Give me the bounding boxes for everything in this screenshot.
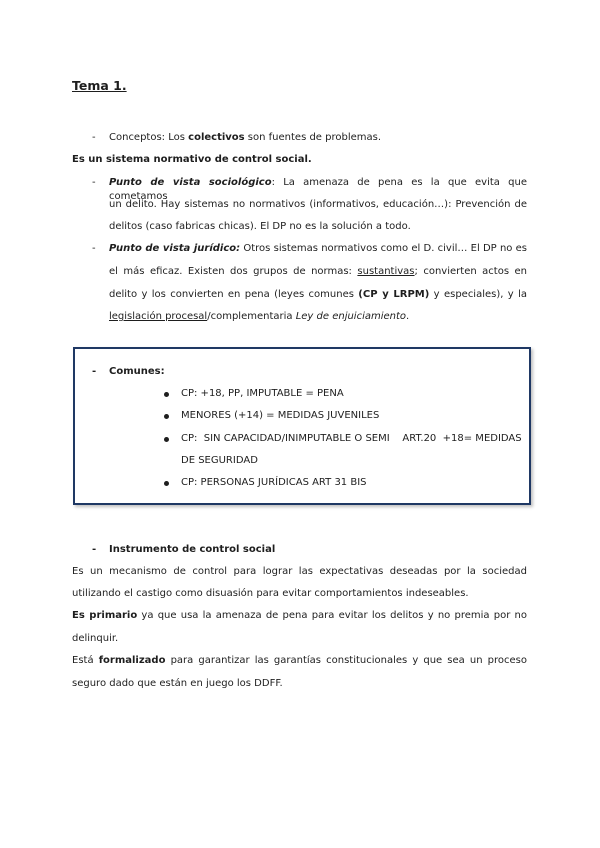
dash-bullet: - — [92, 366, 97, 377]
juridico-text: . — [406, 311, 410, 322]
juridico-text: Otros sistemas normativos como el D. civil… El DP no es — [240, 243, 527, 254]
juridico-bold: (CP y LRPM) — [358, 289, 430, 300]
juridico-text: delito y los convierten en pena (leyes comunes — [109, 289, 359, 300]
instrumento-text: Está — [72, 655, 99, 666]
underlined-term: legislación procesal — [109, 311, 208, 322]
instrumento-p3-line-2: seguro dado que están en juego los DDFF. — [72, 678, 283, 689]
instrumento-p1-line-1: Es un mecanismo de control para lograr las expectativas deseadas por la sociedad — [72, 566, 527, 577]
section-heading: Es un sistema normativo de control social. — [72, 154, 312, 165]
instrumento-p2-line-2: delinquir. — [72, 633, 119, 644]
underlined-term: sustantivas — [357, 266, 415, 277]
juridico-text: ; convierten actos en — [414, 266, 527, 277]
juridico-label: Punto de vista jurídico: — [109, 243, 241, 254]
instrumento-p3-line-1 — [72, 654, 527, 668]
concepts-bold: colectivos — [188, 132, 245, 143]
sociologico-line-3: delitos (caso fabricas chicas). El DP no es la solución a todo. — [109, 221, 411, 232]
juridico-italic: Ley de enjuiciamiento — [295, 311, 407, 322]
juridico-line-4 — [109, 310, 409, 324]
dash-bullet: - — [92, 544, 97, 555]
instrumento-text: para garantizar las garantías constitucionales y que sea un proceso — [165, 655, 527, 666]
instrumento-text: ya que usa la amenaza de pena para evitar los delitos y no premia por no — [137, 610, 527, 621]
comunes-item-continued: DE SEGURIDAD — [181, 455, 258, 466]
comunes-item: CP: +18, PP, IMPUTABLE = PENA — [181, 388, 344, 399]
juridico-line-3 — [109, 288, 527, 302]
formalizado-bold: formalizado — [98, 655, 166, 666]
juridico-line-2 — [109, 265, 527, 279]
bullet-dot — [164, 481, 169, 486]
bullet-dot — [164, 392, 169, 397]
dash-bullet: - — [92, 132, 96, 143]
concepts-text: Conceptos: Los — [109, 132, 189, 143]
instrumento-heading: Instrumento de control social — [109, 544, 276, 555]
dash-bullet: - — [92, 177, 96, 188]
sociologico-line-2: un delito. Hay sistemas no normativos (informativos, educación…): Prevención de — [109, 199, 527, 210]
juridico-line-1 — [109, 242, 527, 256]
instrumento-p1-line-2: utilizando el castigo como disuasión para evitar comportamientos indeseables. — [72, 588, 469, 599]
comunes-item: CP: SIN CAPACIDAD/INIMPUTABLE O SEMI ART.20 +18= MEDIDAS — [181, 433, 522, 444]
juridico-text: /complementaria — [207, 311, 296, 322]
comunes-heading: Comunes: — [109, 366, 165, 377]
comunes-item: CP: PERSONAS JURÍDICAS ART 31 BIS — [181, 477, 367, 488]
comunes-item: MENORES (+14) = MEDIDAS JUVENILES — [181, 410, 380, 421]
sociologico-text: : La amenaza de pena es la que evita que cometamos — [109, 177, 527, 202]
page-title: Tema 1. — [72, 78, 127, 93]
instrumento-p2-line-1 — [72, 609, 527, 623]
dash-bullet: - — [92, 243, 96, 254]
bullet-dot — [164, 414, 169, 419]
primario-bold: Es primario — [72, 610, 138, 621]
juridico-text: y especiales), y la — [429, 289, 527, 300]
sociologico-label: Punto de vista sociológico — [109, 177, 272, 188]
bullet-dot — [164, 437, 169, 442]
juridico-text: el más eficaz. Existen dos grupos de normas: — [109, 266, 358, 277]
concepts-line — [109, 131, 381, 145]
concepts-text-end: son fuentes de problemas. — [244, 132, 382, 143]
